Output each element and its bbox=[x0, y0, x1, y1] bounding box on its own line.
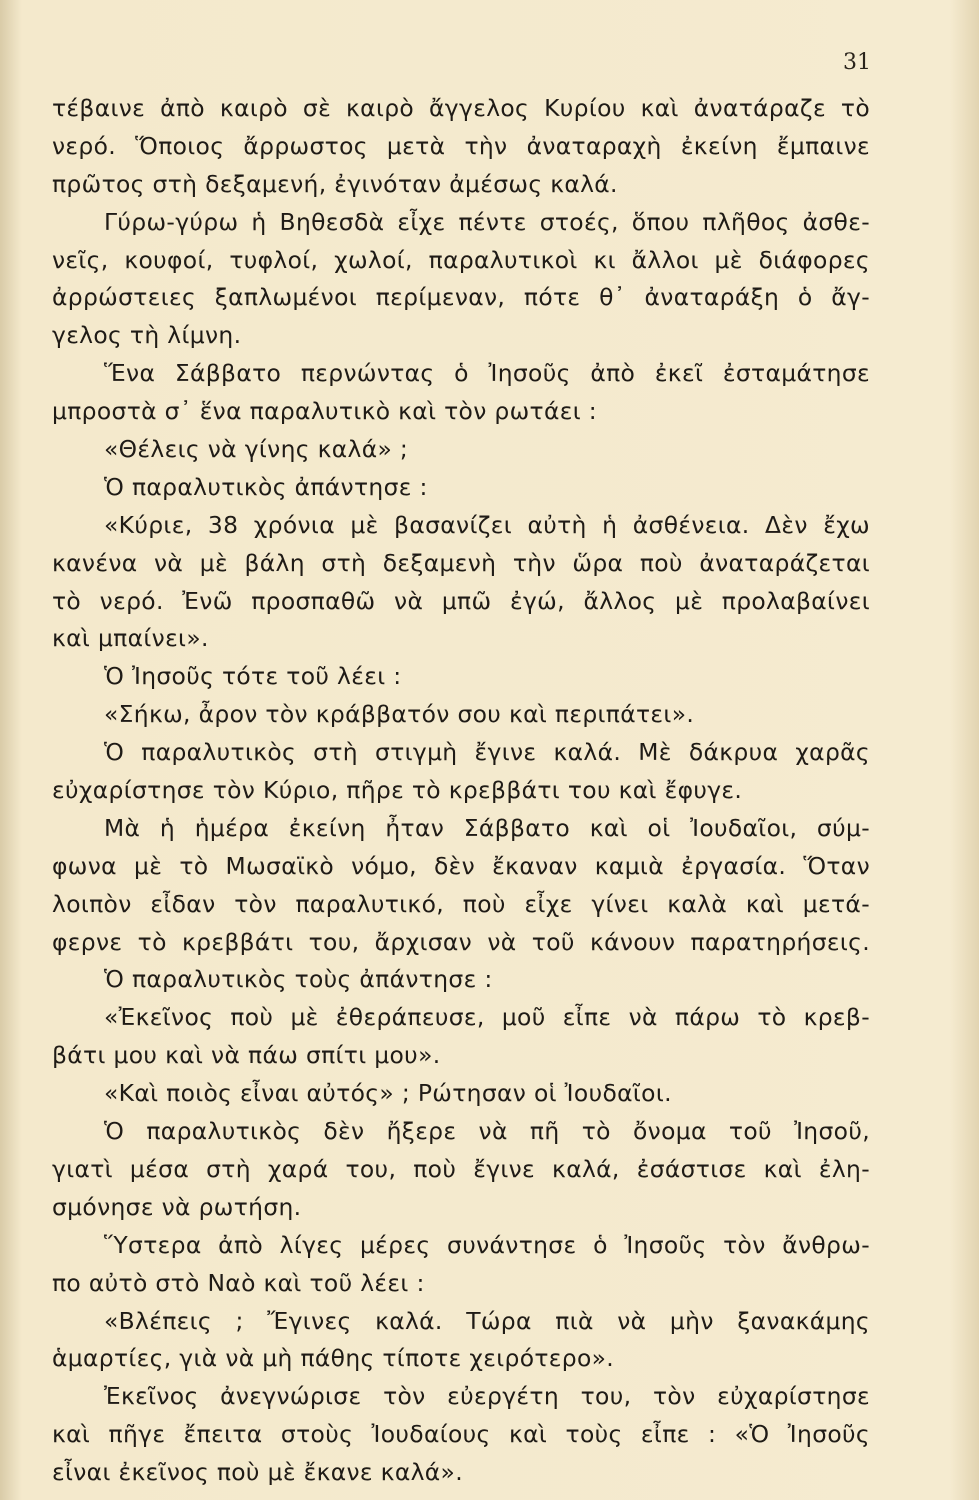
text-line: «Βλέπεις ; Ἔγινες καλά. Τώρα πιὰ νὰ μὴν ξανακάμης bbox=[104, 1306, 870, 1335]
text-line: γιατὶ μέσα στὴ χαρά του, ποὺ ἔγινε καλά, ἐσάστισε καὶ ἐλη- bbox=[52, 1154, 870, 1183]
text-line: καὶ μπαίνει». bbox=[52, 624, 209, 653]
text-line: σμόνησε νὰ ρωτήση. bbox=[52, 1192, 302, 1221]
text-line: «Κύριε, 38 χρόνια μὲ βασανίζει αὐτὴ ἡ ἀσθένεια. Δὲν ἔχω bbox=[104, 510, 870, 539]
text-line: Γύρω-γύρω ἡ Βηθεσδὰ εἶχε πέντε στοές, ὅπου πλῆθος ἀσθε- bbox=[104, 207, 870, 236]
text-line: φερνε τὸ κρεββάτι του, ἄρχισαν νὰ τοῦ κάνουν παρατηρήσεις. bbox=[52, 927, 870, 956]
text-line: «Σήκω, ἆρον τὸν κράββατόν σου καὶ περιπάτει». bbox=[104, 700, 695, 729]
text-line: Ἕνα Σάββατο περνώντας ὁ Ἰησοῦς ἀπὸ ἐκεῖ ἐσταμάτησε bbox=[104, 359, 870, 388]
text-line: κανένα νὰ μὲ βάλη στὴ δεξαμενὴ τὴν ὥρα ποὺ ἀναταράζεται bbox=[52, 548, 870, 577]
text-line: λοιπὸν εἶδαν τὸν παραλυτικό, ποὺ εἶχε γίνει καλὰ καὶ μετά- bbox=[52, 889, 870, 918]
text-line: μπροστὰ σ᾽ ἕνα παραλυτικὸ καὶ τὸν ρωτάει : bbox=[52, 397, 598, 426]
text-line: πο αὐτὸ στὸ Ναὸ καὶ τοῦ λέει : bbox=[52, 1268, 425, 1297]
text-line: φωνα μὲ τὸ Μωσαϊκὸ νόμο, δὲν ἔκαναν καμιὰ ἐργασία. Ὅταν bbox=[52, 851, 870, 880]
text-line: νεῖς, κουφοί, τυφλοί, χωλοί, παραλυτικοὶ κι ἄλλοι μὲ διάφορες bbox=[52, 245, 870, 274]
text-line: τὸ νερό. Ἐνῶ προσπαθῶ νὰ μπῶ ἐγώ, ἄλλος μὲ προλαβαίνει bbox=[52, 586, 870, 615]
text-line: Ἐκεῖνος ἀνεγνώρισε τὸν εὐεργέτη του, τὸν εὐχαρίστησε bbox=[104, 1382, 870, 1411]
text-line: εὐχαρίστησε τὸν Κύριο, πῆρε τὸ κρεββάτι του καὶ ἔφυγε. bbox=[52, 776, 743, 805]
text-line: ἀρρώστειες ξαπλωμένοι περίμεναν, πότε θ᾽ ἀναταράξη ὁ ἄγ- bbox=[52, 283, 870, 312]
text-line: Μὰ ἡ ἡμέρα ἐκείνη ἦταν Σάββατο καὶ οἱ Ἰουδαῖοι, σύμ- bbox=[104, 813, 870, 842]
text-line: βάτι μου καὶ νὰ πάω σπίτι μου». bbox=[52, 1041, 441, 1070]
text-line: πρῶτος στὴ δεξαμενή, ἐγινόταν ἀμέσως καλά. bbox=[52, 169, 618, 198]
text-line: γελος τὴ λίμνη. bbox=[52, 321, 242, 350]
text-line: ἁμαρτίες, γιὰ νὰ μὴ πάθης τίποτε χειρότερο». bbox=[52, 1344, 615, 1373]
text-line: Ὕστερα ἀπὸ λίγες μέρες συνάντησε ὁ Ἰησοῦς τὸν ἄνθρω- bbox=[104, 1230, 870, 1259]
text-line: νερό. Ὅποιος ἄρρωστος μετὰ τὴν ἀναταραχὴ ἐκείνη ἔμπαινε bbox=[52, 131, 870, 160]
text-line: Ὁ παραλυτικὸς δὲν ἤξερε νὰ πῆ τὸ ὄνομα τοῦ Ἰησοῦ, bbox=[104, 1117, 870, 1146]
text-line: «Θέλεις νὰ γίνης καλά» ; bbox=[104, 435, 409, 464]
text-line: Ὁ παραλυτικὸς ἀπάντησε : bbox=[104, 472, 428, 501]
text-line: τέβαινε ἀπὸ καιρὸ σὲ καιρὸ ἄγγελος Κυρίου καὶ ἀνατάραζε τὸ bbox=[52, 94, 870, 122]
text-line: Ὁ Ἰησοῦς τότε τοῦ λέει : bbox=[104, 662, 402, 691]
text-line: «Ἐκεῖνος ποὺ μὲ ἐθεράπευσε, μοῦ εἶπε νὰ πάρω τὸ κρεβ- bbox=[104, 1003, 870, 1032]
page-number: 31 bbox=[843, 50, 871, 75]
text-line: εἶναι ἐκεῖνος ποὺ μὲ ἔκανε καλά». bbox=[52, 1458, 463, 1487]
body-text bbox=[52, 90, 870, 1492]
text-line: καὶ πῆγε ἔπειτα στοὺς Ἰουδαίους καὶ τοὺς εἶπε : «Ὁ Ἰησοῦς bbox=[52, 1420, 870, 1449]
text-line: Ὁ παραλυτικὸς τοὺς ἀπάντησε : bbox=[104, 965, 493, 994]
text-line: Ὁ παραλυτικὸς στὴ στιγμὴ ἔγινε καλά. Μὲ δάκρυα χαρᾶς bbox=[104, 738, 870, 767]
text-line: «Καὶ ποιὸς εἶναι αὐτός» ; Ρώτησαν οἱ Ἰουδαῖοι. bbox=[104, 1079, 672, 1108]
